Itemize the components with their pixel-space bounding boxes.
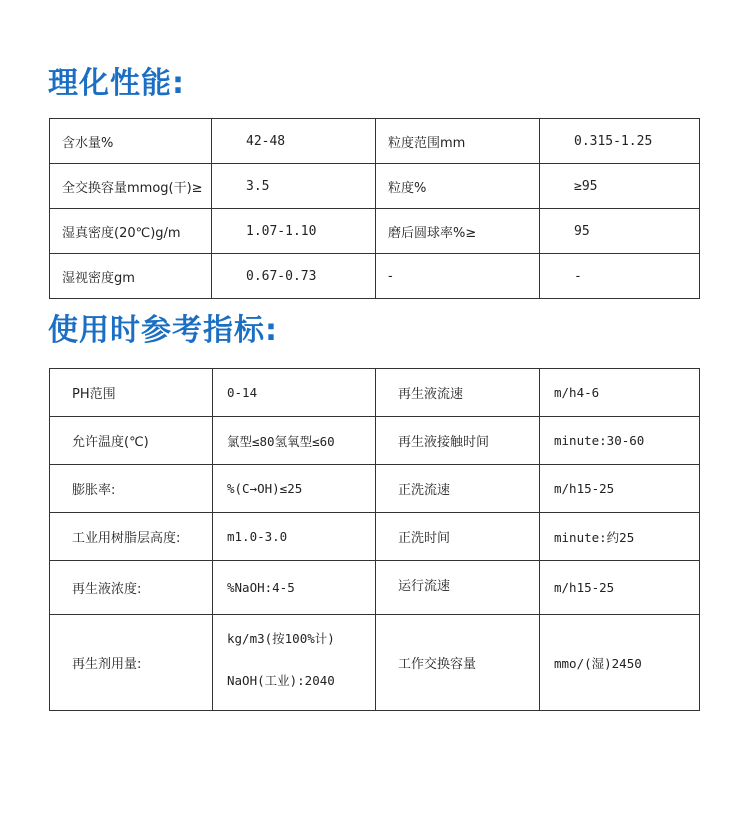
row-label: 工作交换容量: [376, 615, 540, 711]
reference-indicators-table: [49, 368, 700, 711]
row-label: 全交换容量mmog(干)≥: [50, 164, 212, 209]
row-label: 工业用树脂层高度:: [50, 513, 213, 561]
row-label: 粒度范围mm: [376, 119, 540, 164]
row-value: 3.5: [212, 164, 376, 209]
table-row: [50, 209, 700, 254]
table-row: [50, 164, 700, 209]
row-label: 再生剂用量:: [50, 615, 213, 711]
row-label: 湿真密度(20℃)g/m: [50, 209, 212, 254]
row-label: -: [376, 254, 540, 299]
table-row: [50, 254, 700, 299]
row-value: m1.0-3.0: [213, 513, 376, 561]
row-value: -: [540, 254, 700, 299]
row-label: 磨后圆球率%≥: [376, 209, 540, 254]
table-row: [50, 119, 700, 164]
section-title-physicochemical: 理化性能:: [48, 66, 185, 101]
row-label: 粒度%: [376, 164, 540, 209]
row-value: m/h4-6: [540, 369, 700, 417]
row-value: minute:约25: [540, 513, 700, 561]
row-value: %(C→OH)≤25: [213, 465, 376, 513]
table-row: [50, 369, 700, 417]
value-line: NaOH(工业):2040: [227, 673, 335, 688]
row-value: 0-14: [213, 369, 376, 417]
table-row: [50, 417, 700, 465]
table-row: [50, 465, 700, 513]
row-value-stacked: [213, 615, 376, 711]
row-label: 再生液浓度:: [50, 561, 213, 615]
row-label: 再生液接触时间: [376, 417, 540, 465]
row-label: 膨胀率:: [50, 465, 213, 513]
row-label: 运行流速: [376, 561, 540, 615]
section-title-reference-indicators: 使用时参考指标:: [48, 313, 278, 348]
table-row: [50, 615, 700, 711]
row-label: 正洗流速: [376, 465, 540, 513]
row-value: 42-48: [212, 119, 376, 164]
row-value: ≥95: [540, 164, 700, 209]
row-value: 1.07-1.10: [212, 209, 376, 254]
row-label: 湿视密度gm: [50, 254, 212, 299]
row-value: 0.67-0.73: [212, 254, 376, 299]
table-row: [50, 513, 700, 561]
row-label: 再生液流速: [376, 369, 540, 417]
table-row: [50, 561, 700, 615]
value-line: kg/m3(按100%计): [227, 631, 335, 646]
row-value: minute:30-60: [540, 417, 700, 465]
row-value: 95: [540, 209, 700, 254]
row-value: m/h15-25: [540, 561, 700, 615]
row-value: %NaOH:4-5: [213, 561, 376, 615]
row-value: m/h15-25: [540, 465, 700, 513]
row-value: 氯型≤80氢氧型≤60: [213, 417, 376, 465]
row-label: 允许温度(℃): [50, 417, 213, 465]
row-label: 正洗时间: [376, 513, 540, 561]
row-label: 含水量%: [50, 119, 212, 164]
physicochemical-table: [49, 118, 700, 299]
row-label: PH范围: [50, 369, 213, 417]
row-value: mmo/(湿)2450: [540, 615, 700, 711]
row-value: 0.315-1.25: [540, 119, 700, 164]
